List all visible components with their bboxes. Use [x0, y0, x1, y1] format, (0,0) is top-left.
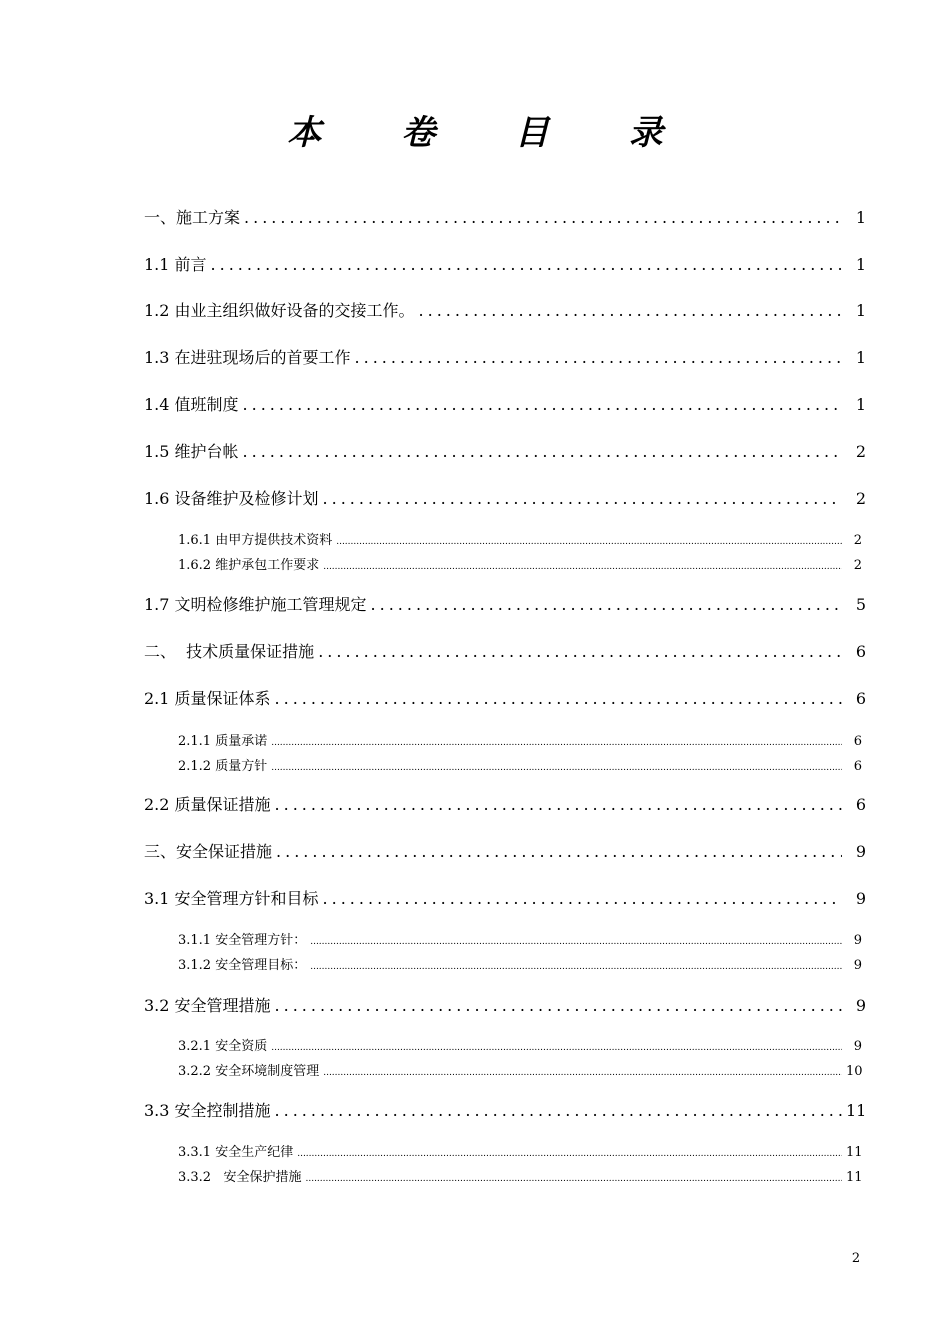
toc-subentry[interactable]	[178, 532, 862, 551]
toc-entry-page: 2	[855, 442, 866, 461]
toc-leader-dots	[323, 887, 842, 911]
toc-entry-page: 9	[855, 842, 866, 861]
toc-entry[interactable]	[144, 1099, 866, 1123]
toc-leader-dots	[275, 994, 842, 1018]
toc-entry-label: 3.1 安全管理方针和目标	[144, 889, 319, 908]
toc-entry-label: 2.1 质量保证体系	[144, 689, 271, 708]
toc-entry-page: 2	[855, 489, 866, 508]
toc-entry-page: 1	[855, 255, 866, 274]
toc-entry[interactable]	[144, 253, 866, 277]
toc-subentry[interactable]	[178, 1144, 862, 1163]
toc-entry-page: 6	[855, 689, 866, 708]
toc-entry[interactable]	[144, 887, 866, 911]
toc-leader-dots	[323, 1064, 842, 1082]
toc-subentry[interactable]	[178, 957, 862, 976]
toc-entry-label: 2.2 质量保证措施	[144, 795, 271, 814]
toc-entry-page: 6	[853, 734, 862, 749]
toc-entry-label: 1.6.1 由甲方提供技术资料	[178, 533, 333, 548]
toc-entry[interactable]	[144, 206, 866, 230]
toc-entry-page: 11	[846, 1145, 863, 1160]
toc-leader-dots	[323, 558, 842, 576]
toc-leader-dots	[336, 533, 842, 551]
toc-entry-label: 2.1.2 质量方针	[178, 759, 268, 774]
toc-entry-page: 11	[846, 1170, 863, 1185]
toc-leader-dots	[355, 346, 842, 370]
toc-entry-label: 1.1 前言	[144, 255, 207, 274]
toc-entry-page: 1	[855, 348, 866, 367]
toc-entry-page: 6	[855, 795, 866, 814]
toc-entry-label: 2.1.1 质量承诺	[178, 734, 268, 749]
toc-subentry[interactable]	[178, 932, 862, 951]
toc-entry-label: 1.3 在进驻现场后的首要工作	[144, 348, 351, 367]
toc-entry[interactable]	[144, 994, 866, 1018]
toc-entry[interactable]	[144, 487, 866, 511]
toc-subentry[interactable]	[178, 1038, 862, 1057]
toc-entry-label: 3.2.2 安全环境制度管理	[178, 1064, 320, 1079]
toc-entry-label: 一、施工方案	[144, 208, 241, 227]
toc-leader-dots	[419, 299, 842, 323]
toc-leader-dots	[271, 734, 842, 752]
toc-entry-label: 3.3.1 安全生产纪律	[178, 1145, 294, 1160]
toc-subentry[interactable]	[178, 1169, 862, 1188]
toc-entry-label: 3.3 安全控制措施	[144, 1101, 271, 1120]
toc-entry-page: 9	[853, 933, 862, 948]
toc-entry[interactable]	[144, 793, 866, 817]
toc-leader-dots	[244, 206, 842, 230]
toc-leader-dots	[275, 793, 842, 817]
toc-entry-page: 1	[855, 395, 866, 414]
toc-entry-page: 10	[846, 1064, 863, 1079]
toc-entry-page: 11	[846, 1101, 867, 1120]
toc-leader-dots	[211, 253, 842, 277]
toc-entry-label: 三、安全保证措施	[144, 842, 273, 861]
toc-entry-label: 1.6 设备维护及检修计划	[144, 489, 319, 508]
toc-entry-label: 二、 技术质量保证措施	[144, 642, 315, 661]
toc-entry-page: 2	[853, 558, 862, 573]
toc-entry-page: 9	[855, 889, 866, 908]
toc-entry-page: 9	[853, 1039, 862, 1054]
toc-entry-label: 1.4 值班制度	[144, 395, 239, 414]
toc-leader-dots	[371, 593, 842, 617]
toc-entry[interactable]	[144, 393, 866, 417]
toc-leader-dots	[310, 958, 842, 976]
toc-entry-page: 1	[855, 208, 866, 227]
toc-leader-dots	[243, 440, 842, 464]
toc-entry-label: 1.5 维护台帐	[144, 442, 239, 461]
toc-leader-dots	[318, 640, 842, 664]
toc-entry-page: 9	[855, 996, 866, 1015]
toc-entry-label: 3.1.2 安全管理目标：	[178, 958, 307, 973]
toc-entry-label: 3.2 安全管理措施	[144, 996, 271, 1015]
toc-entry-label: 1.7 文明检修维护施工管理规定	[144, 595, 367, 614]
toc-entry-label: 3.1.1 安全管理方针：	[178, 933, 307, 948]
toc-entry[interactable]	[144, 346, 866, 370]
toc-entry[interactable]	[144, 299, 866, 323]
toc-leader-dots	[297, 1145, 842, 1163]
toc-leader-dots	[243, 393, 842, 417]
toc-entry-page: 2	[853, 533, 862, 548]
toc-leader-dots	[310, 933, 842, 951]
toc-entry[interactable]	[144, 593, 866, 617]
toc-entry-label: 3.2.1 安全资质	[178, 1039, 268, 1054]
toc-entry-page: 5	[855, 595, 866, 614]
toc-subentry[interactable]	[178, 1063, 862, 1082]
toc-leader-dots	[305, 1170, 842, 1188]
toc-entry[interactable]	[144, 440, 866, 464]
toc-subentry[interactable]	[178, 733, 862, 752]
toc-leader-dots	[275, 1099, 842, 1123]
toc-leader-dots	[275, 687, 842, 711]
toc-entry[interactable]	[144, 840, 866, 864]
toc-leader-dots	[271, 1039, 842, 1057]
page-title: 本 卷 目 录	[287, 113, 697, 153]
page-number: 2	[851, 1251, 861, 1266]
toc-subentry[interactable]	[178, 557, 862, 576]
toc-entry-label: 1.6.2 维护承包工作要求	[178, 558, 320, 573]
toc-entry-page: 6	[853, 759, 862, 774]
toc-entry[interactable]	[144, 640, 866, 664]
toc-subentry[interactable]	[178, 758, 862, 777]
toc-leader-dots	[271, 759, 842, 777]
toc-entry-page: 6	[855, 642, 866, 661]
toc-leader-dots	[276, 840, 842, 864]
toc-entry-label: 3.3.2 安全保护措施	[178, 1170, 302, 1185]
toc-entry-label: 1.2 由业主组织做好设备的交接工作。	[144, 301, 415, 320]
toc-entry-page: 1	[855, 301, 866, 320]
toc-entry[interactable]	[144, 687, 866, 711]
toc-leader-dots	[323, 487, 842, 511]
toc-entry-page: 9	[853, 958, 862, 973]
